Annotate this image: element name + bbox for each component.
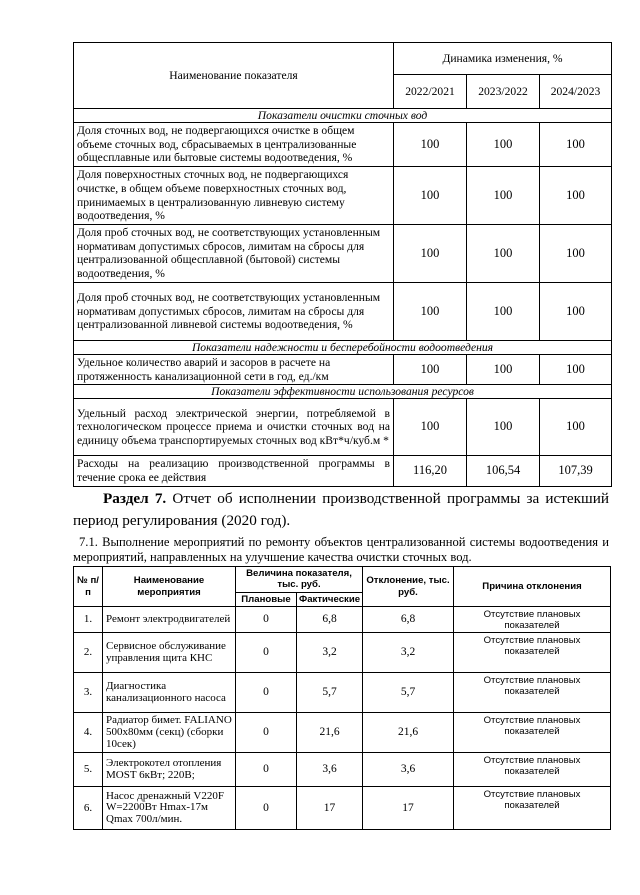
deviation-reason: Отсутствие плановых показателей — [454, 673, 611, 713]
table-row — [74, 456, 612, 486]
table-row — [74, 282, 612, 340]
deviation-value: 3,6 — [363, 753, 454, 787]
value-cell: 100 — [467, 399, 540, 456]
deviation-header: Отклонение, тыс. руб. — [363, 567, 454, 607]
value-cell: 100 — [394, 354, 467, 384]
year-header-1: 2022/2021 — [394, 75, 467, 109]
deviation-reason: Отсутствие плановых показателей — [454, 713, 611, 753]
value-cell: 100 — [467, 354, 540, 384]
actual-value: 5,7 — [297, 673, 363, 713]
actual-value: 3,2 — [297, 633, 363, 673]
value-cell: 100 — [394, 224, 467, 282]
deviation-reason: Отсутствие плановых показателей — [454, 633, 611, 673]
table-row — [74, 123, 612, 167]
indicator-name: Доля проб сточных вод, не соответствующих установленным нормативам допустимых сбросов, лимитам на сбросы для централизованной общесплавной (бытовой) системы водоотведения, % — [74, 224, 394, 282]
indicator-name: Доля проб сточных вод, не соответствующих установленным нормативам допустимых сбросов, лимитам на сбросы для централизованной ливневой системы водоотведения, % — [74, 282, 394, 340]
deviation-reason: Отсутствие плановых показателей — [454, 607, 611, 633]
activity-name: Ремонт электродвигателей — [103, 607, 236, 633]
paragraph-7-1: 7.1. Выполнение мероприятий по ремонту объектов централизованной системы водоотведения и мероприятий, направленных на улучшение качества очистки сточных вод. — [73, 535, 609, 564]
row-number: 6. — [74, 787, 103, 830]
activities-table — [73, 566, 611, 830]
row-number: 1. — [74, 607, 103, 633]
activity-name: Диагностика канализационного насоса — [103, 673, 236, 713]
actual-value: 3,6 — [297, 753, 363, 787]
value-cell: 100 — [394, 399, 467, 456]
indicator-name-header: Наименование показателя — [74, 43, 394, 109]
value-header: Величина показателя, тыс. руб. — [236, 567, 363, 593]
section-heading-cleaning: Показатели очистки сточных вод — [74, 109, 612, 123]
table-row — [74, 713, 611, 753]
section-7-label: Раздел 7. — [103, 490, 167, 507]
planned-value: 0 — [236, 633, 297, 673]
deviation-value: 6,8 — [363, 607, 454, 633]
indicator-name: Доля сточных вод, не подвергающихся очистке в общем объеме сточных вод, сбрасываемых в централизованные общесплавные или бытовые системы водоотведения, % — [74, 123, 394, 167]
year-header-2: 2023/2022 — [467, 75, 540, 109]
actual-header: Фактические — [297, 592, 363, 606]
row-number: 3. — [74, 673, 103, 713]
deviation-value: 5,7 — [363, 673, 454, 713]
indicators-table — [73, 42, 612, 487]
value-cell: 106,54 — [467, 456, 540, 486]
table-row — [74, 224, 612, 282]
table-row — [74, 633, 611, 673]
value-cell: 100 — [540, 282, 612, 340]
table-row — [74, 399, 612, 456]
year-header-3: 2024/2023 — [540, 75, 612, 109]
table-row — [74, 787, 611, 830]
section-7-heading — [73, 488, 609, 532]
value-cell: 100 — [540, 224, 612, 282]
row-number: 4. — [74, 713, 103, 753]
value-cell: 100 — [467, 123, 540, 167]
value-cell: 107,39 — [540, 456, 612, 486]
deviation-value: 3,2 — [363, 633, 454, 673]
actual-value: 21,6 — [297, 713, 363, 753]
activity-name: Сервисное обслуживание управления щита КНС — [103, 633, 236, 673]
row-number: 5. — [74, 753, 103, 787]
value-cell: 100 — [540, 123, 612, 167]
dynamics-header: Динамика изменения, % — [394, 43, 612, 75]
value-cell: 116,20 — [394, 456, 467, 486]
section-7-text: Отчет об исполнении производственной программы за истекший период регулирования (2020 год). — [73, 490, 609, 529]
deviation-value: 21,6 — [363, 713, 454, 753]
activity-name-header: Наименование мероприятия — [103, 567, 236, 607]
indicator-name: Удельный расход электрической энергии, потребляемой в технологическом процессе приема и очистки сточных вод на единицу объема транспортируемых сточных вод кВт*ч/куб.м * — [74, 399, 394, 456]
row-number: 2. — [74, 633, 103, 673]
planned-value: 0 — [236, 607, 297, 633]
deviation-reason: Отсутствие плановых показателей — [454, 753, 611, 787]
value-cell: 100 — [540, 354, 612, 384]
indicator-name: Доля поверхностных сточных вод, не подвергающихся очистке, в общем объеме поверхностных сточных вод, принимаемых в централизованную ливневую систему водоотведения, % — [74, 167, 394, 225]
value-cell: 100 — [467, 224, 540, 282]
activity-name: Насос дренажный V220F W=2200Вт Hmax-17м Qmax 700л/мин. — [103, 787, 236, 830]
value-cell: 100 — [540, 399, 612, 456]
activity-name: Радиатор бимет. FALIANO 500х80мм (секц) (сборки 10сек) — [103, 713, 236, 753]
activity-name: Электрокотел отопления MOST 6кВт; 220В; — [103, 753, 236, 787]
actual-value: 6,8 — [297, 607, 363, 633]
planned-value: 0 — [236, 753, 297, 787]
value-cell: 100 — [394, 167, 467, 225]
value-cell: 100 — [540, 167, 612, 225]
value-cell: 100 — [467, 167, 540, 225]
value-cell: 100 — [394, 282, 467, 340]
table-row — [74, 753, 611, 787]
table-row — [74, 167, 612, 225]
indicator-name: Расходы на реализацию производственной программы в течение срока ее действия — [74, 456, 394, 486]
num-header: № п/п — [74, 567, 103, 607]
section-heading-reliability: Показатели надежности и бесперебойности водоотведения — [74, 340, 612, 354]
deviation-reason: Отсутствие плановых показателей — [454, 787, 611, 830]
table-row — [74, 354, 612, 384]
value-cell: 100 — [467, 282, 540, 340]
reason-header: Причина отклонения — [454, 567, 611, 607]
planned-value: 0 — [236, 713, 297, 753]
value-cell: 100 — [394, 123, 467, 167]
planned-value: 0 — [236, 673, 297, 713]
indicator-name: Удельное количество аварий и засоров в расчете на протяженность канализационной сети в год, ед./км — [74, 354, 394, 384]
table-row — [74, 607, 611, 633]
table-row — [74, 673, 611, 713]
planned-value: 0 — [236, 787, 297, 830]
deviation-value: 17 — [363, 787, 454, 830]
planned-header: Плановые — [236, 592, 297, 606]
section-heading-efficiency: Показатели эффективности использования ресурсов — [74, 385, 612, 399]
actual-value: 17 — [297, 787, 363, 830]
